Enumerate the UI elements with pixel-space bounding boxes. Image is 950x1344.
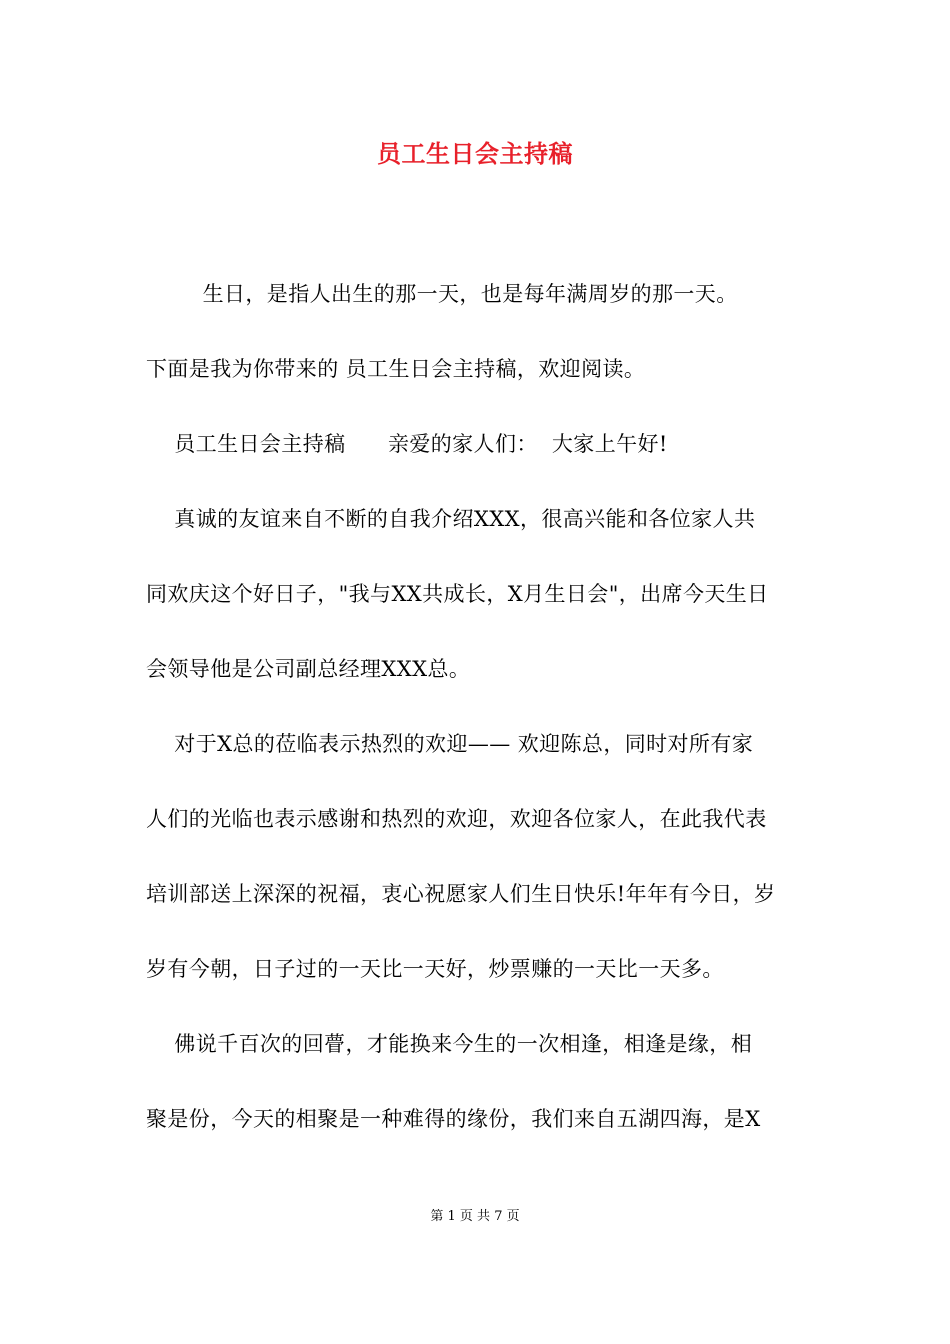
body-line: 同欢庆这个好日子，"我与XX共成长，X月生日会"，出席今天生日 [146,582,769,606]
body-line: 下面是我为你带来的 员工生日会主持稿，欢迎阅读。 [146,357,646,381]
body-line: 岁有今朝，日子过的一天比一天好，炒票赚的一天比一天多。 [146,957,724,981]
body-line: 会领导他是公司副总经理XXX总。 [146,657,471,681]
body-line: 人们的光临也表示感谢和热烈的欢迎，欢迎各位家人，在此我代表 [146,807,767,831]
body-line: 培训部送上深深的祝福，衷心祝愿家人们生日快乐!年年有今日，岁 [146,882,776,906]
document-title: 员工生日会主持稿 [377,139,573,168]
body-line: 佛说千百次的回瞢，才能换来今生的一次相逢，相逢是缘，相 [146,1032,753,1056]
body-line: 真诚的友谊来自不断的自我介绍XXX，很高兴能和各位家人共 [146,507,756,531]
body-line: 生日，是指人出生的那一天，也是每年满周岁的那一天。 [146,282,738,306]
body-line: 对于X总的莅临表示热烈的欢迎—— 欢迎陈总，同时对所有家 [146,732,754,756]
page-footer: 第 1 页 共 7 页 [430,1209,520,1224]
body-line: 聚是份，今天的相聚是一种难得的缘份，我们来自五湖四海，是X [146,1107,761,1131]
body-line: 员工生日会主持稿 亲爱的家人们： 大家上午好! [146,432,668,456]
